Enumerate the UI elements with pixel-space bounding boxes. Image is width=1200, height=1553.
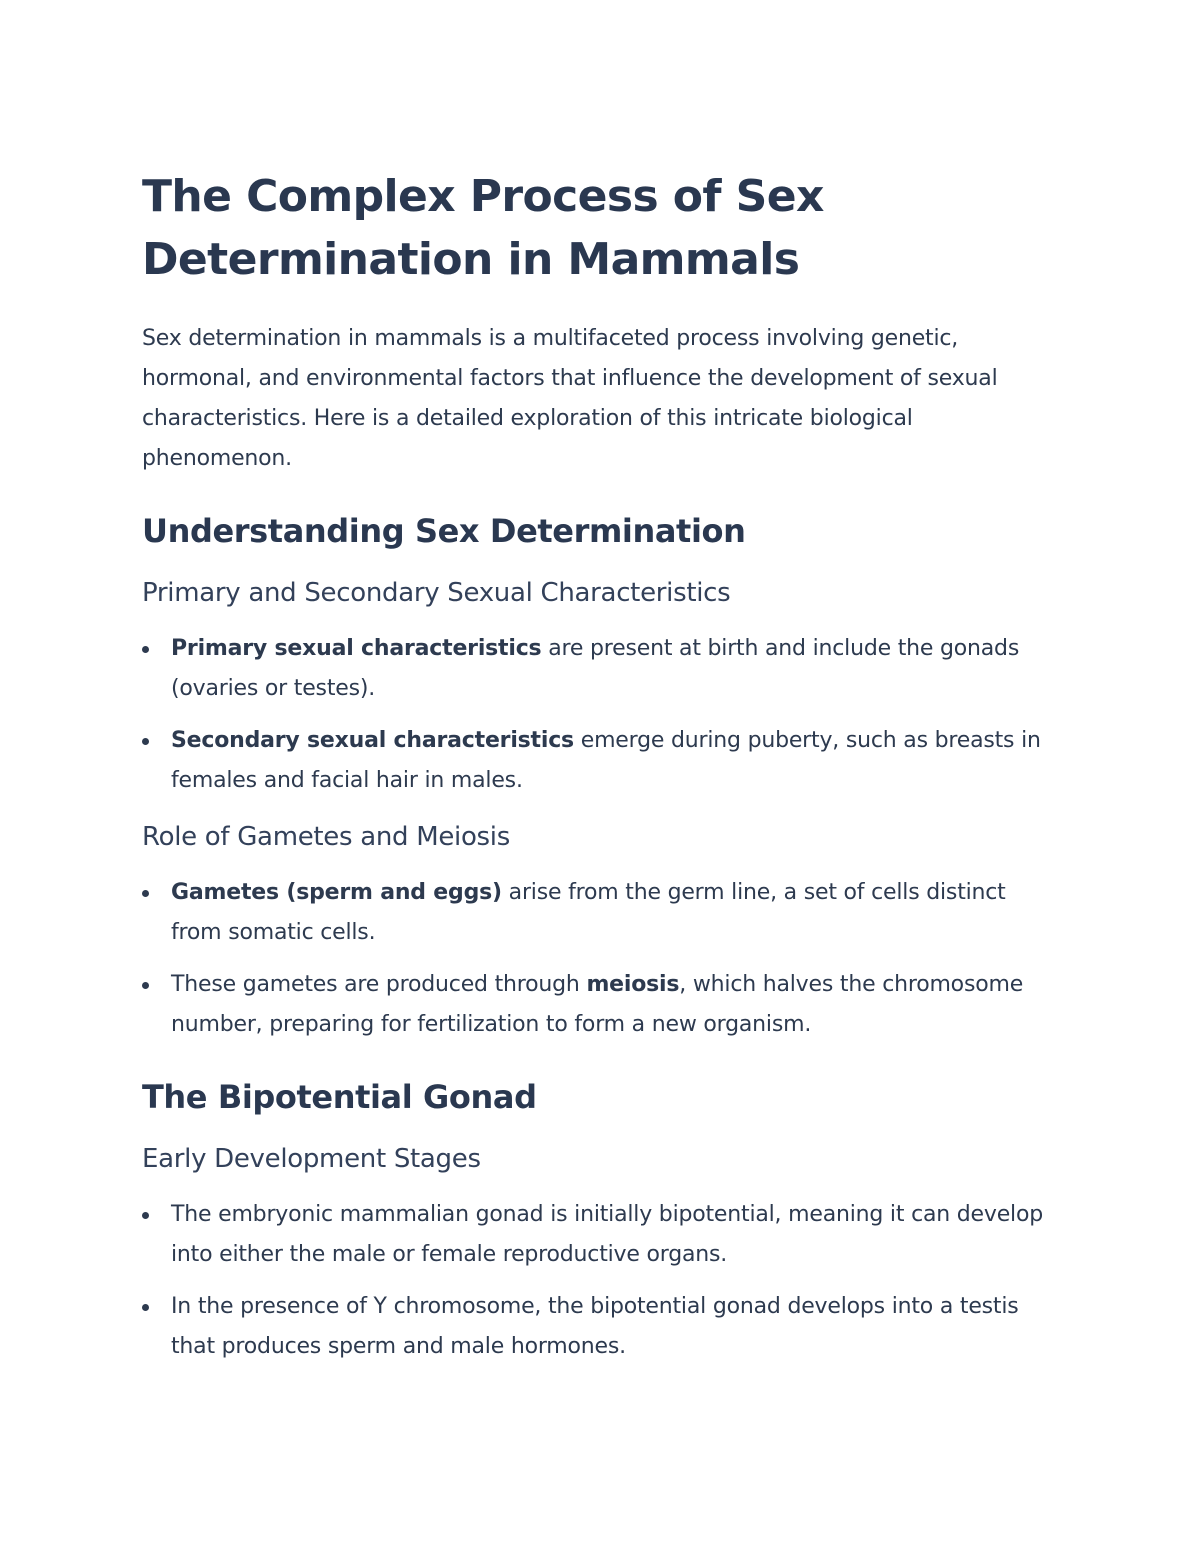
- bold-term: meiosis: [586, 972, 680, 997]
- list-item-text: The embryonic mammalian gonad is initially bipotential, meaning it can develop into either the male or female reproductive organs.: [171, 1202, 1043, 1267]
- subsection-heading: Role of Gametes and Meiosis: [142, 822, 510, 852]
- bullet-icon: [142, 890, 149, 897]
- bullet-icon: [142, 1304, 149, 1311]
- bullet-icon: [142, 982, 149, 989]
- list-item: [142, 721, 1062, 801]
- document: [142, 165, 1062, 1367]
- list-item: [142, 629, 1062, 709]
- bullet-icon: [142, 738, 149, 745]
- list-item-text: , which halves the chromosome number, preparing for fertilization to form a new organism.: [171, 972, 1024, 1037]
- list-item: [142, 873, 1062, 953]
- subsection-heading: Primary and Secondary Sexual Characteristics: [142, 578, 731, 608]
- list-item-text: These gametes are produced through: [171, 972, 587, 997]
- bullet-list: [142, 873, 1062, 1045]
- bullet-icon: [142, 1212, 149, 1219]
- list-item-text: are present at birth and include the gonads (ovaries or testes).: [171, 636, 1020, 701]
- bullet-icon: [142, 646, 149, 653]
- section-heading: Understanding Sex Determination: [142, 512, 746, 550]
- list-item: [142, 1195, 1062, 1275]
- bold-term: Primary sexual characteristics: [171, 636, 542, 661]
- page-title: The Complex Process of Sex Determination in Mammals: [142, 171, 824, 285]
- bullet-list: [142, 1195, 1062, 1367]
- list-item-text: arise from the germ line, a set of cells distinct from somatic cells.: [171, 880, 1006, 945]
- list-item: [142, 1287, 1062, 1367]
- section-heading: The Bipotential Gonad: [142, 1078, 537, 1116]
- subsection-heading: Early Development Stages: [142, 1144, 481, 1174]
- list-item-text: In the presence of Y chromosome, the bipotential gonad develops into a testis that produces sperm and male hormones.: [171, 1294, 1019, 1359]
- bold-term: Secondary sexual characteristics: [171, 728, 574, 753]
- intro-paragraph: Sex determination in mammals is a multifaceted process involving genetic, hormonal, and environmental factors that influence the development of sexual characteristics. Here is a detailed exploration of this intricate biological phenomenon.: [142, 326, 998, 471]
- list-item-text: emerge during puberty, such as breasts in females and facial hair in males.: [171, 728, 1041, 793]
- list-item: [142, 965, 1062, 1045]
- bold-term: Gametes (sperm and eggs): [171, 880, 502, 905]
- bullet-list: [142, 629, 1062, 801]
